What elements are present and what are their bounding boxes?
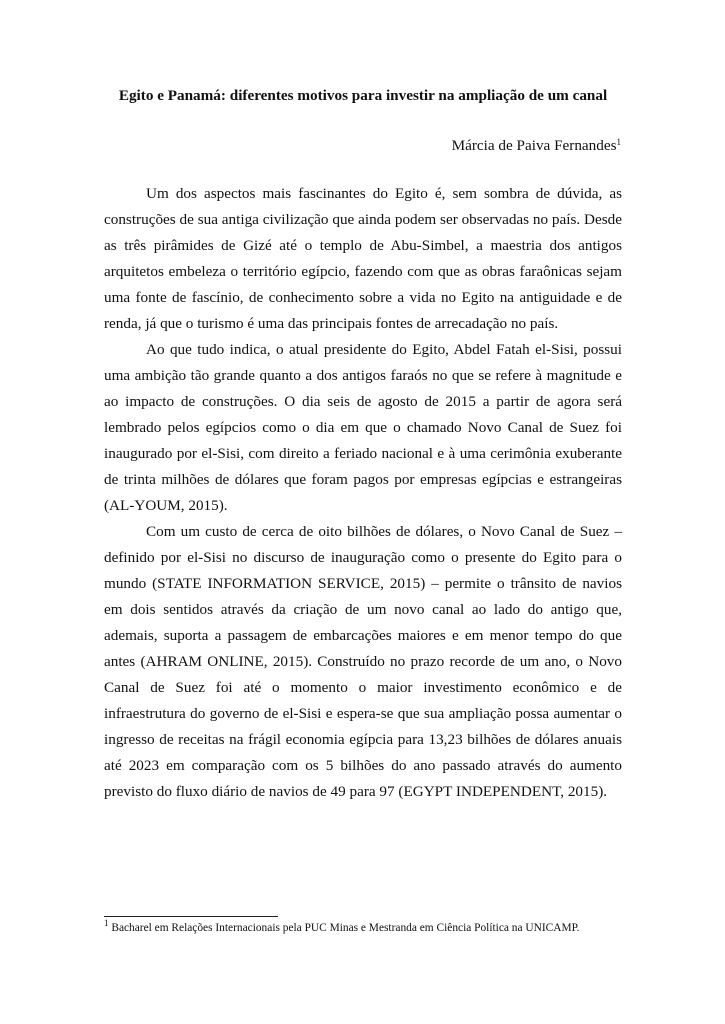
footnote-divider — [104, 916, 278, 917]
footnote — [104, 918, 644, 935]
document-title: Egito e Panamá: diferentes motivos para investir na ampliação de um canal — [118, 87, 608, 104]
author-footnote-marker: 1 — [616, 137, 621, 147]
footnote-marker: 1 — [104, 918, 109, 928]
footnote-text: Bacharel em Relações Internacionais pela PUC Minas e Mestranda em Ciência Política na UNICAMP. — [108, 922, 580, 934]
author-name: Márcia de Paiva Fernandes — [451, 137, 617, 154]
paragraph: Ao que tudo indica, o atual presidente do Egito, Abdel Fatah el-Sisi, possui uma ambição tão grande quanto a dos antigos faraós no que se refere à magnitude e ao impacto de construções. O dia seis de agosto de 2015 a partir de agora será lembrado pelos egípcios como o dia em que o chamado Novo Canal de Suez foi inaugurado por el-Sisi, com direito a feriado nacional e à uma cerimônia exuberante de trinta milhões de dólares que foram pagos por empresas egípcias e estrangeiras (AL-YOUM, 2015). — [104, 341, 622, 514]
paragraph: Com um custo de cerca de oito bilhões de dólares, o Novo Canal de Suez – definido por el-Sisi no discurso de inauguração como o presente do Egito para o mundo (STATE INFORMATION SERVICE, 2015) – permite o trânsito de navios em dois sentidos através da criação de um novo canal ao lado do antigo que, ademais, suporta a passagem de embarcações maiores e em menor tempo do que antes (AHRAM ONLINE, 2015). Construído no prazo recorde de um ano, o Novo Canal de Suez foi até o momento o maior investimento econômico e de infraestrutura do governo de el-Sisi e espera-se que sua ampliação possa aumentar o ingresso de receitas na frágil economia egípcia para 13,23 bilhões de dólares anuais até 2023 em comparação com os 5 bilhões do ano passado através do aumento previsto do fluxo diário de navios de 49 para 97 (EGYPT INDEPENDENT, 2015). — [104, 523, 622, 800]
document-body — [104, 181, 622, 805]
paragraph: Um dos aspectos mais fascinantes do Egito é, sem sombra de dúvida, as construções de sua antiga civilização que ainda podem ser observadas no país. Desde as três pirâmides de Gizé até o templo de Abu-Simbel, a maestria dos antigos arquitetos embeleza o território egípcio, fazendo com que as obras faraônicas sejam uma fonte de fascínio, de conhecimento sobre a vida no Egito na antiguidade e de renda, já que o turismo é uma das principais fontes de arrecadação no país. — [104, 185, 622, 332]
author-line — [452, 136, 621, 156]
